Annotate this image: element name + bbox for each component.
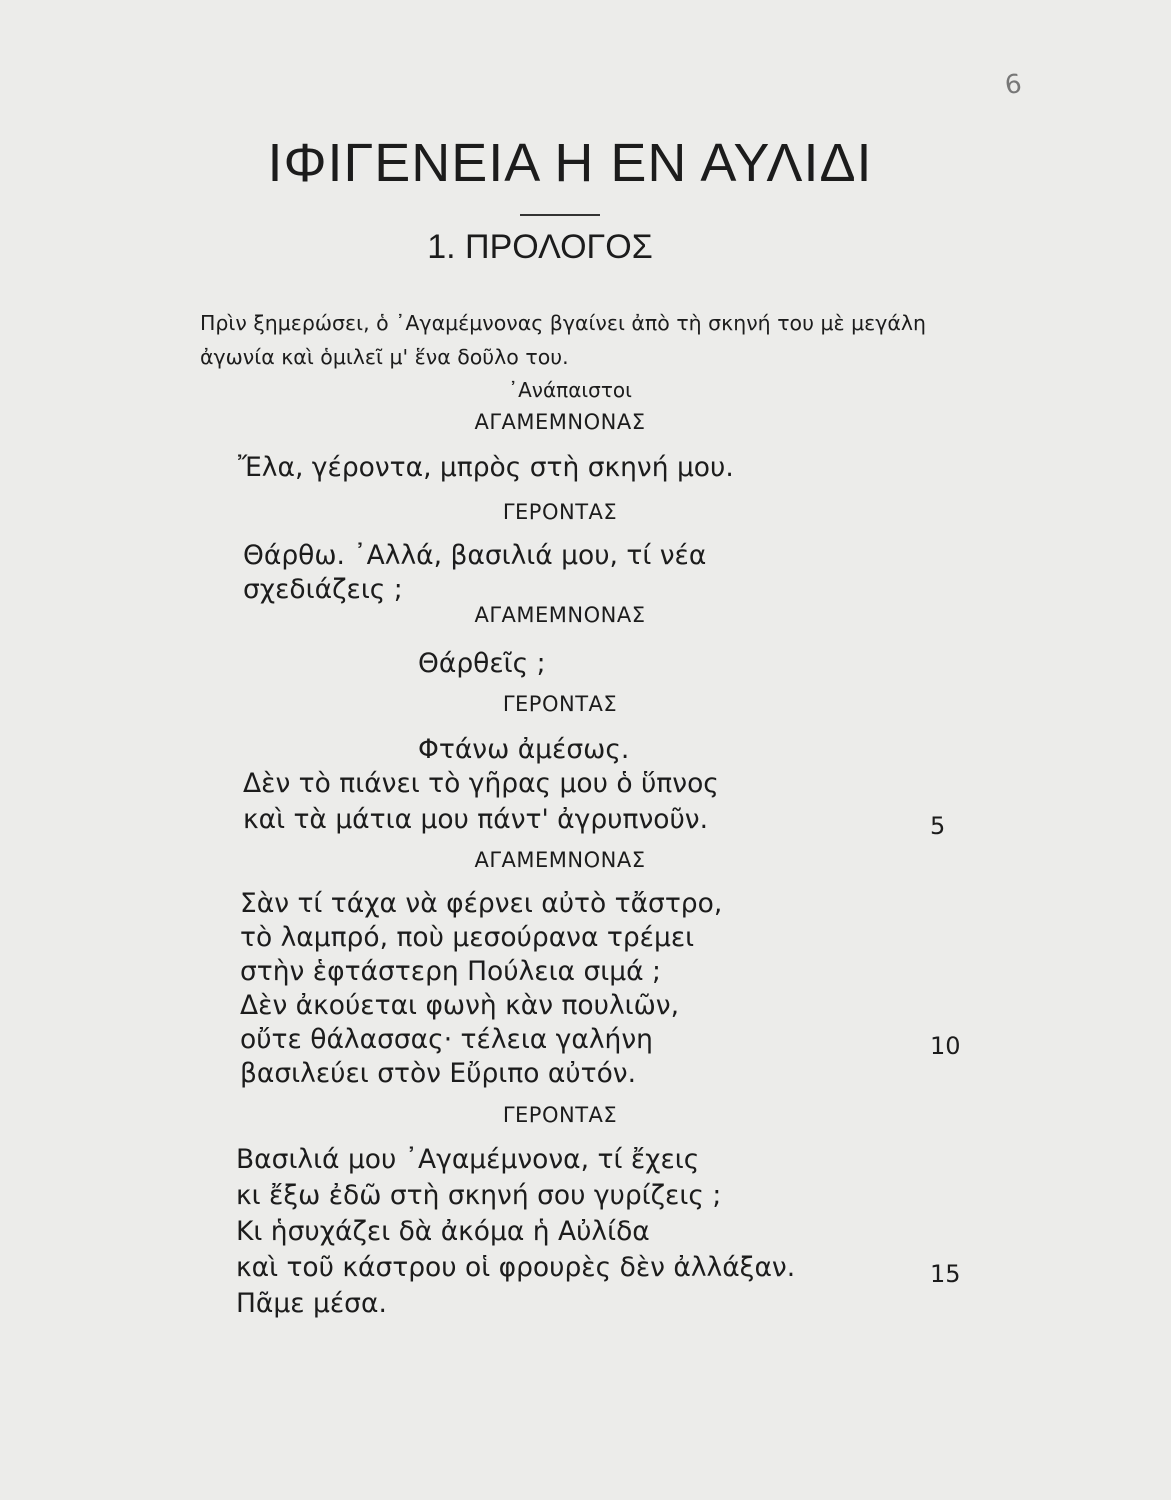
- verse-line: Φτάνω ἀμέσως.: [418, 734, 630, 765]
- verse-line: βασιλεύει στὸν Εὔριπο αὐτόν.: [240, 1058, 637, 1089]
- verse-line: Θάρθεῖς ;: [418, 648, 546, 679]
- verse-line: τὸ λαμπρό, ποὺ μεσούρανα τρέμει: [240, 922, 695, 953]
- speaker-label: ΓΕΡΟΝΤΑΣ: [502, 692, 618, 716]
- line-number: 5: [930, 812, 946, 840]
- verse-line: καὶ τοῦ κάστρου οἱ φρουρὲς δὲν ἀλλάξαν.: [236, 1252, 796, 1283]
- verse-line: Δὲν ἀκούεται φωνὴ κὰν πουλιῶν,: [240, 990, 680, 1021]
- verse-line: Βασιλιά μου ᾿Αγαμέμνονα, τί ἔχεις: [236, 1144, 700, 1175]
- verse-line: στὴν ἑφτάστερη Πούλεια σιμά ;: [240, 956, 661, 987]
- speaker-label: ΑΓΑΜΕΜΝΟΝΑΣ: [474, 410, 646, 434]
- verse-line: κι ἔξω ἐδῶ στὴ σκηνή σου γυρίζεις ;: [236, 1180, 722, 1211]
- section-heading: 1. ΠΡΟΛΟΓΟΣ: [427, 228, 653, 266]
- meter-label: ᾿Ανάπαιστοι: [508, 378, 632, 402]
- verse-line: Δὲν τὸ πιάνει τὸ γῆρας μου ὁ ὕπνος: [243, 768, 719, 799]
- verse-line: καὶ τὰ μάτια μου πάντ' ἀγρυπνοῦν.: [243, 804, 709, 835]
- verse-line: Ἔλα, γέροντα, μπρὸς στὴ σκηνή μου.: [238, 452, 734, 483]
- play-title: ΙΦΙΓΕΝΕΙΑ Η ΕΝ ΑΥΛΙΔΙ: [267, 133, 873, 193]
- speaker-label: ΑΓΑΜΕΜΝΟΝΑΣ: [474, 848, 646, 872]
- verse-line: Πᾶμε μέσα.: [236, 1288, 387, 1319]
- line-number: 15: [930, 1260, 961, 1288]
- speaker-label: ΓΕΡΟΝΤΑΣ: [502, 500, 618, 524]
- speaker-label: ΑΓΑΜΕΜΝΟΝΑΣ: [474, 603, 646, 627]
- verse-line: οὔτε θάλασσας· τέλεια γαλήνη: [240, 1024, 653, 1055]
- speaker-label: ΓΕΡΟΝΤΑΣ: [502, 1103, 618, 1127]
- verse-line: Κι ἡσυχάζει δὰ ἀκόμα ἡ Αὐλίδα: [236, 1216, 650, 1247]
- line-number: 10: [930, 1032, 961, 1060]
- verse-line: σχεδιάζεις ;: [243, 574, 403, 605]
- page-corner-mark: 6: [1002, 68, 1024, 102]
- title-divider: [520, 214, 600, 216]
- verse-line: Θάρθω. ᾿Αλλά, βασιλιά μου, τί νέα: [243, 540, 707, 571]
- verse-line: Σὰν τί τάχα νὰ φέρνει αὐτὸ τἄστρο,: [240, 888, 723, 919]
- stage-direction: Πρὶν ξημερώσει, ὁ ᾿Αγαμέμνονας βγαίνει ἀπὸ τὴ σκηνή του μὲ μεγάλη ἀγωνία καὶ ὁμιλεῖ μ' ἕνα δοῦλο του.: [200, 311, 926, 369]
